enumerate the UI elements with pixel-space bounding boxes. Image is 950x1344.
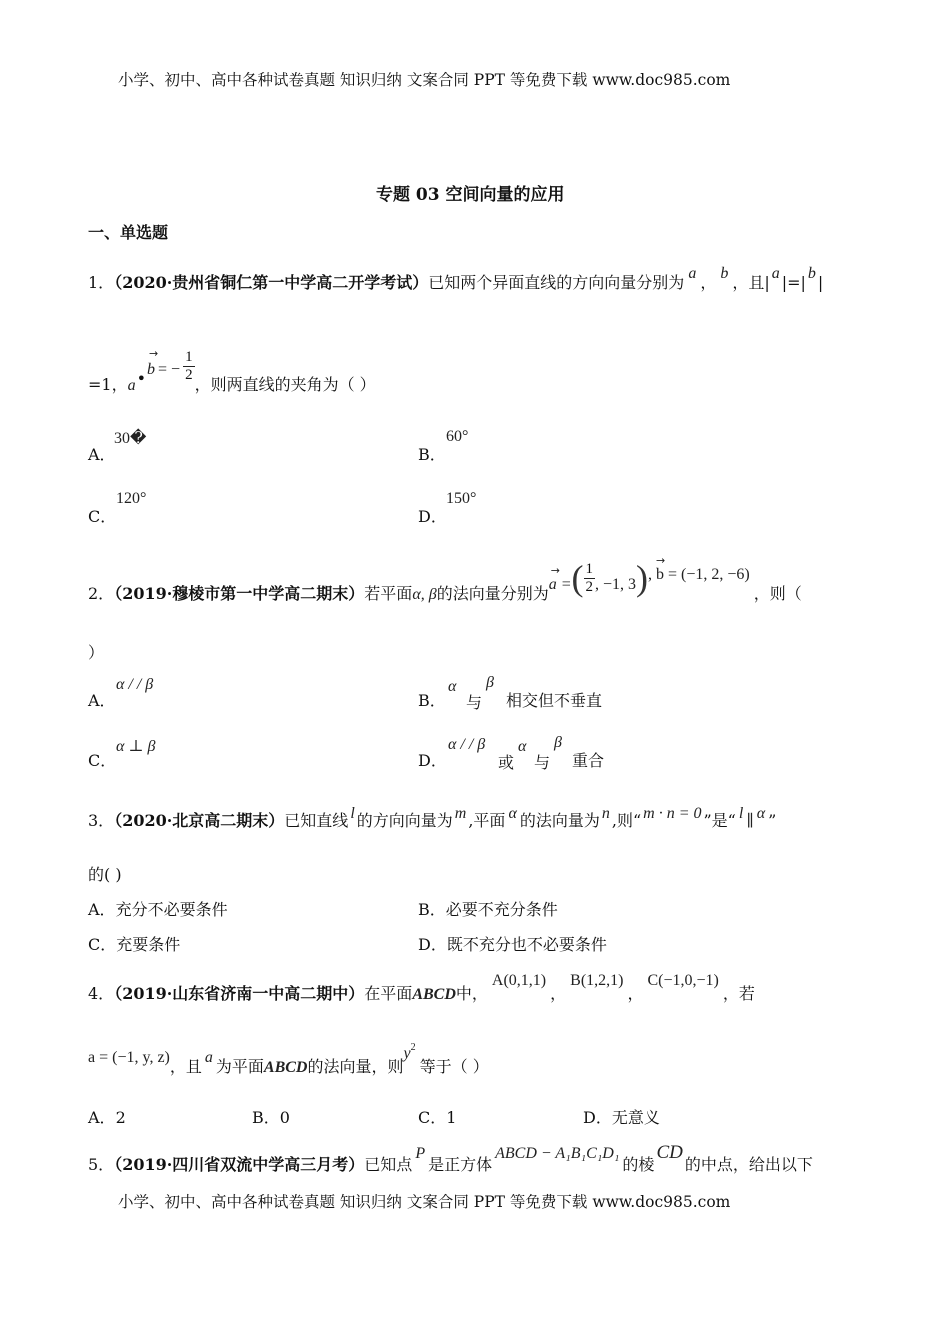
q3-text-f: ”是“ xyxy=(703,811,736,830)
q4-point-c: C(−1,0,−1) xyxy=(647,972,719,989)
q2-b-eq: , b = (−1, 2, −6) xyxy=(648,565,750,583)
q4-text-g: 等于（ ） xyxy=(419,1057,489,1076)
q2-paren-open: ( xyxy=(571,558,584,598)
q1-line2-b: ，则两直线的夹角为（ ） xyxy=(194,375,376,394)
q5-text-c: 的棱 xyxy=(622,1155,655,1174)
q4-comma-1: ， xyxy=(550,984,567,1003)
q1-line2 xyxy=(88,344,376,394)
q2-option-b-text2: 相交但不垂直 xyxy=(506,691,603,710)
q1-option-d-label: D． xyxy=(418,507,447,526)
q1-frac-den: 2 xyxy=(185,367,193,383)
q3-number: 3． xyxy=(88,811,115,830)
vector-arrow-icon: → xyxy=(656,553,666,567)
q2-a-eq: a = xyxy=(548,575,572,593)
q4-text-d: ，且 xyxy=(169,1057,202,1076)
vector-arrow-icon: → xyxy=(149,347,159,360)
q3-line2: 的( ) xyxy=(88,865,122,884)
q2-option-b-label: B． xyxy=(418,691,446,710)
q3-option-c-text: 充要条件 xyxy=(116,935,181,954)
q4-vec-a: a = (−1, y, z) xyxy=(88,1049,170,1066)
q3-l: l xyxy=(350,805,355,822)
q3-option-b-text: 必要不充分条件 xyxy=(445,900,558,919)
q2-a-rest: , −1, 3 xyxy=(595,575,637,593)
q2-planes: α, β xyxy=(412,585,437,603)
q1-sym-a: a xyxy=(688,265,697,282)
q4-text-e: 为平面 xyxy=(215,1057,264,1076)
q4-text-c: ，若 xyxy=(722,984,755,1003)
q3-text-b: 的方向向量为 xyxy=(356,811,453,830)
q3-text-a: 已知直线 xyxy=(284,811,349,830)
q2-vec-a-wrap xyxy=(548,563,572,593)
q1-line2-a: =1， xyxy=(88,375,128,394)
q1-option-a-value: 30� xyxy=(114,430,147,447)
q4-option-a-text: 2 xyxy=(115,1108,126,1127)
q4-a2: a xyxy=(204,1049,213,1066)
q5-cube: ABCD − A₁B₁C₁D₁ xyxy=(495,1145,620,1162)
q3-text-e: ,则“ xyxy=(611,811,642,830)
q3-option-d-label: D． xyxy=(418,935,447,954)
q1-source: （2020·贵州省铜仁第一中学高二开学考试） xyxy=(114,273,429,292)
q4-text-b: 中， xyxy=(455,984,488,1003)
page-header: 小学、初中、高中各种试卷真题 知识归纳 文案合同 PPT 等免费下载 www.doc985.com xyxy=(118,71,731,89)
q1-comma: ， xyxy=(700,273,717,292)
q4-point-a: A(0,1,1) xyxy=(491,972,547,989)
q4-option-c-label: C． xyxy=(418,1108,447,1127)
vector-arrow-icon: → xyxy=(550,563,560,577)
q4-abcd: ABCD xyxy=(412,986,456,1003)
q2-fraction xyxy=(584,561,596,596)
q4-option-d xyxy=(583,1105,660,1128)
section-heading: 一、单选题 xyxy=(88,223,169,242)
q2-option-c-label: C． xyxy=(88,751,117,770)
page-title: 专题 03 空间向量的应用 xyxy=(376,185,565,205)
q1-abs-b: b xyxy=(807,265,816,282)
q1-abs-a: a xyxy=(771,265,780,282)
q3-text-d: 的法向量为 xyxy=(519,811,600,830)
q4-option-b-text: 0 xyxy=(279,1108,290,1127)
q2-text-a: 若平面 xyxy=(364,583,413,603)
q4-option-c-text: 1 xyxy=(446,1108,457,1127)
q1-text-a: 已知两个异面直线的方向向量分别为 xyxy=(428,273,685,292)
q3-option-c-label: C． xyxy=(88,935,117,954)
q3-text-g: ” xyxy=(768,811,777,830)
q5-cd: CD xyxy=(656,1142,683,1163)
q2-option-d-label: D． xyxy=(418,751,447,770)
q2-option-d-text2: 与 xyxy=(534,753,551,772)
q4-option-d-text: 无意义 xyxy=(611,1108,660,1127)
q4-line1 xyxy=(88,967,755,1003)
q4-comma-2: ， xyxy=(627,984,644,1003)
q1-eq: = − xyxy=(158,361,181,378)
q2-number: 2． xyxy=(88,583,115,603)
q1-text-c: |=| xyxy=(781,273,806,292)
q1-line1 xyxy=(88,265,824,293)
q3-option-d-text: 既不充分也不必要条件 xyxy=(446,935,607,954)
q1-fraction xyxy=(183,349,195,384)
q4-abcd2: ABCD xyxy=(263,1059,308,1076)
q3-source: （2020·北京高二期末） xyxy=(114,811,285,830)
q4-option-b-label: B． xyxy=(252,1108,280,1127)
q3-text-c: ,平面 xyxy=(468,811,506,830)
q1-dot: • xyxy=(136,369,147,388)
q2-text-b: 的法向量分别为 xyxy=(436,583,549,603)
q3-cond2-l: l xyxy=(738,805,744,822)
q3-n: n xyxy=(601,805,610,822)
page-footer: 小学、初中、高中各种试卷真题 知识归纳 文案合同 PPT 等免费下载 www.doc985.com xyxy=(118,1193,731,1211)
q3-cond: m · n = 0 xyxy=(643,805,702,822)
q4-option-c xyxy=(418,1105,456,1128)
q2-option-d-math3: β xyxy=(554,734,562,751)
q2-source: （2019·穆棱市第一中学高二期末） xyxy=(114,583,365,603)
q4-y-sup: 2 xyxy=(410,1041,416,1053)
q1-dot-b: b xyxy=(147,361,156,378)
q1-option-c-value: 120° xyxy=(116,490,147,507)
q2-option-a-label: A． xyxy=(88,691,116,710)
q2-paren-close: ) xyxy=(636,558,649,598)
q4-number: 4． xyxy=(88,984,115,1003)
q2-option-d-math: α / / β xyxy=(448,736,486,753)
q3-option-b xyxy=(418,897,558,920)
q4-option-a-label: A． xyxy=(88,1108,116,1127)
q1-sym-b: b xyxy=(720,265,729,282)
q3-line1 xyxy=(88,805,777,831)
q1-option-a-label: A． xyxy=(88,445,116,464)
q3-option-b-label: B． xyxy=(418,900,446,919)
q1-dot-b-wrap xyxy=(147,347,159,378)
q2-line1 xyxy=(88,553,802,603)
q3-option-a-label: A． xyxy=(88,900,116,919)
q3-m: m xyxy=(454,805,467,822)
q4-option-b xyxy=(252,1105,290,1128)
q1-text-b: ，且| xyxy=(732,273,770,292)
q2-option-a-math: α / / β xyxy=(116,676,154,693)
q4-line2 xyxy=(88,1041,489,1076)
q2-frac-den: 2 xyxy=(585,578,593,595)
q1-option-b-label: B． xyxy=(418,445,446,464)
q1-option-c-label: C． xyxy=(88,507,117,526)
q3-alpha: α xyxy=(508,805,517,822)
q5-number: 5． xyxy=(88,1155,115,1174)
q1-option-d-value: 150° xyxy=(446,490,477,507)
q2-option-b-math: α xyxy=(448,678,457,695)
q2-option-d-text1: 或 xyxy=(498,753,515,772)
q1-text-d: | xyxy=(817,273,824,292)
q4-source: （2019·山东省济南一中高二期中） xyxy=(114,984,365,1003)
q1-number: 1． xyxy=(88,273,115,292)
q2-option-b-math2: β xyxy=(486,674,494,691)
q4-point-b: B(1,2,1) xyxy=(570,972,624,989)
q3-cond2-par: ∥ xyxy=(746,813,754,830)
q2-option-c-math: α ⊥ β xyxy=(116,738,156,755)
q2-option-d-math2: α xyxy=(518,738,527,755)
q5-text-d: 的中点，给出以下 xyxy=(684,1155,813,1174)
q3-option-d xyxy=(418,932,607,955)
q2-vec-b-wrap xyxy=(648,553,750,588)
q2-line2: ） xyxy=(88,643,105,662)
q3-option-a-text: 充分不必要条件 xyxy=(115,900,228,919)
q5-p: P xyxy=(415,1145,426,1162)
q1-dot-a: a xyxy=(127,377,136,394)
q4-option-d-label: D． xyxy=(583,1108,612,1127)
q2-text-c: ，则（ xyxy=(753,583,802,603)
q3-option-a xyxy=(88,897,228,920)
q4-y: y xyxy=(403,1045,411,1062)
q3-option-c xyxy=(88,932,180,955)
q3-cond2-a: α xyxy=(756,805,766,822)
q2-option-b-text1: 与 xyxy=(466,693,483,712)
q5-text-a: 已知点 xyxy=(364,1155,413,1174)
q4-option-a xyxy=(88,1105,126,1128)
q1-frac-num: 1 xyxy=(185,349,193,365)
q2-frac-num: 1 xyxy=(585,560,593,577)
q2-option-d-text3: 重合 xyxy=(572,751,605,770)
q5-text-b: 是正方体 xyxy=(428,1155,493,1174)
q4-text-a: 在平面 xyxy=(364,984,413,1003)
q5-line1 xyxy=(88,1140,813,1174)
q5-source: （2019·四川省双流中学高三月考） xyxy=(114,1155,365,1174)
q1-option-b-value: 60° xyxy=(446,428,469,445)
q4-text-f: 的法向量，则 xyxy=(307,1057,404,1076)
